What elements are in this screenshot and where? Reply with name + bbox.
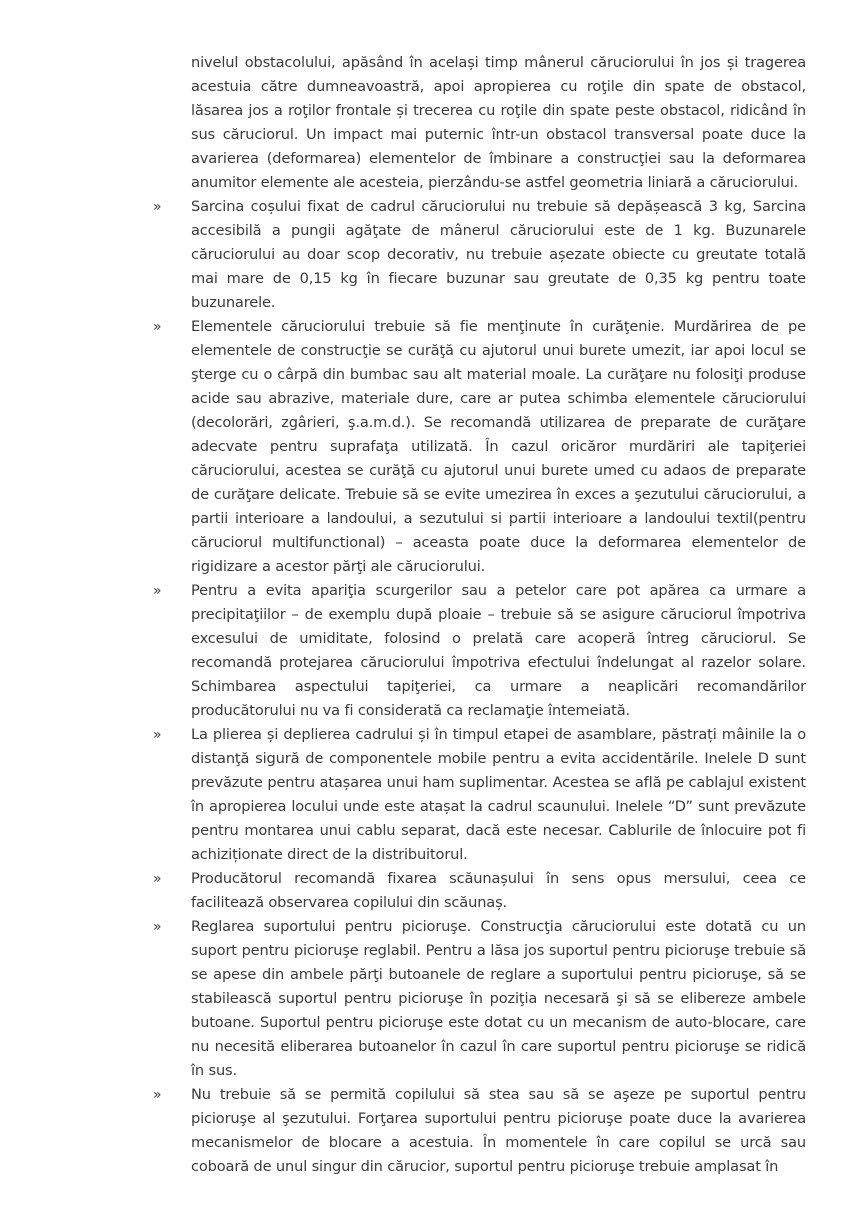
list-item-text: Elementele căruciorului trebuie să fie menţinute în curăţenie. Murdărirea de pe elementele de construcţie se curăţă cu ajutorul unui burete umezit, iar apoi locul se şterge cu o cârpă din bumbac sau alt material moale. La curăţare nu folosiţi produse acide sau abrazive, materiale dure, care ar putea schimba elementele căruciorului (decolorări, zgârieri, ş.a.m.d.). Se recomandă utilizarea de preparate de curăţare adecvate pentru suprafaţa utilizată. În cazul oricăror murdăriri ale tapiţeriei căruciorului, acestea se curăţă cu ajutorul unui burete umed cu adaos de preparate de curăţare delicate. Trebuie să se evite umezirea în exces a şezutului căruciorului, a partii interioare a landoului, a sezutului si partii interioare a landoului textil(pentru căruciorul multifunctional) – aceasta poate duce la deformarea elementelor de rigidizare a acestor părţi ale căruciorului. bbox=[191, 318, 806, 575]
bullet-marker: » bbox=[153, 871, 162, 887]
list-item-text: Sarcina coșului fixat de cadrul căruciorului nu trebuie să depășească 3 kg, Sarcina accesibilă a pungii agăţate de mânerul căruciorului este de 1 kg. Buzunarele căruciorului au doar scop decorativ, nu trebuie așezate obiecte cu greutate totală mai mare de 0,15 kg în fiecare buzunar sau greutate de 0,35 kg pentru toate buzunarele. bbox=[191, 198, 806, 311]
list-item bbox=[150, 867, 806, 915]
list-item bbox=[150, 1083, 806, 1179]
bullet-list bbox=[150, 195, 806, 1179]
list-item bbox=[150, 579, 806, 723]
bullet-marker: » bbox=[153, 583, 162, 599]
list-item-text: Nu trebuie să se permită copilului să stea sau să se aşeze pe suportul pentru picioruşe al şezutului. Forţarea suportului pentru picioruşe poate duce la avarierea mecanismelor de blocare a acestuia. În momentele în care copilul se urcă sau coboară de unul singur din cărucior, suportul pentru picioruşe trebuie amplasat în bbox=[191, 1086, 806, 1175]
list-item bbox=[150, 723, 806, 867]
instructions-text bbox=[150, 51, 806, 1179]
bullet-marker: » bbox=[153, 727, 162, 743]
bullet-marker: » bbox=[153, 919, 162, 935]
list-item-text: Reglarea suportului pentru picioruşe. Construcţia căruciorului este dotată cu un suport pentru picioruşe reglabil. Pentru a lăsa jos suportul pentru picioruşe trebuie să se apese din ambele părţi butoanele de reglare a suportului pentru picioruşe, să se stabilească suportul pentru picioruşe în poziţia necesară şi să se elibereze ambele butoane. Suportul pentru picioruşe este dotat cu un mecanism de auto-blocare, care nu necesită eliberarea butoanelor în cazul în care suportul pentru picioruşe se ridică în sus. bbox=[191, 918, 806, 1079]
list-item bbox=[150, 195, 806, 315]
list-item bbox=[150, 915, 806, 1083]
list-item-text: Producătorul recomandă fixarea scăunașului în sens opus mersului, ceea ce facilitează observarea copilului din scăunaș. bbox=[191, 870, 806, 911]
list-item-text: Pentru a evita apariţia scurgerilor sau a petelor care pot apărea ca urmare a precipitaţiilor – de exemplu după ploaie – trebuie să se asigure căruciorul împotriva excesului de umiditate, folosind o prelată care acoperă întreg căruciorul. Se recomandă protejarea căruciorului împotriva efectului îndelungat al razelor solare. Schimbarea aspectului tapiţeriei, ca urmare a neaplicări recomandărilor producătorului nu va fi considerată ca reclamaţie întemeiată. bbox=[191, 582, 806, 719]
lead-paragraph: nivelul obstacolului, apăsând în același timp mânerul căruciorului în jos și tragerea acestuia către dumneavoastră, apoi apropierea cu roţile din spate de obstacol, lăsarea jos a roţilor frontale și trecerea cu roţile din spate peste obstacol, ridicând în sus căruciorul. Un impact mai puternic într-un obstacol transversal poate duce la avarierea (deformarea) elementelor de îmbinare a construcţiei sau la deformarea anumitor elemente ale acesteia, pierzându-se astfel geometria liniară a căruciorului. bbox=[191, 54, 806, 191]
list-item-text: La plierea și deplierea cadrului și în timpul etapei de asamblare, păstrați mâinile la o distanţă sigură de componentele mobile pentru a evita accidentările. Inelele D sunt prevăzute pentru atașarea unui ham suplimentar. Acestea se află pe cablajul existent în apropierea locului unde este atașat la cadrul scaunului. Inelele “D” sunt prevăzute pentru montarea unui cablu separat, dacă este necesar. Cablurile de înlocuire pot fi achiziționate direct de la distribuitorul. bbox=[191, 726, 806, 863]
list-item bbox=[150, 315, 806, 579]
bullet-marker: » bbox=[153, 1087, 162, 1103]
bullet-marker: » bbox=[153, 319, 162, 335]
bullet-marker: » bbox=[153, 199, 162, 215]
